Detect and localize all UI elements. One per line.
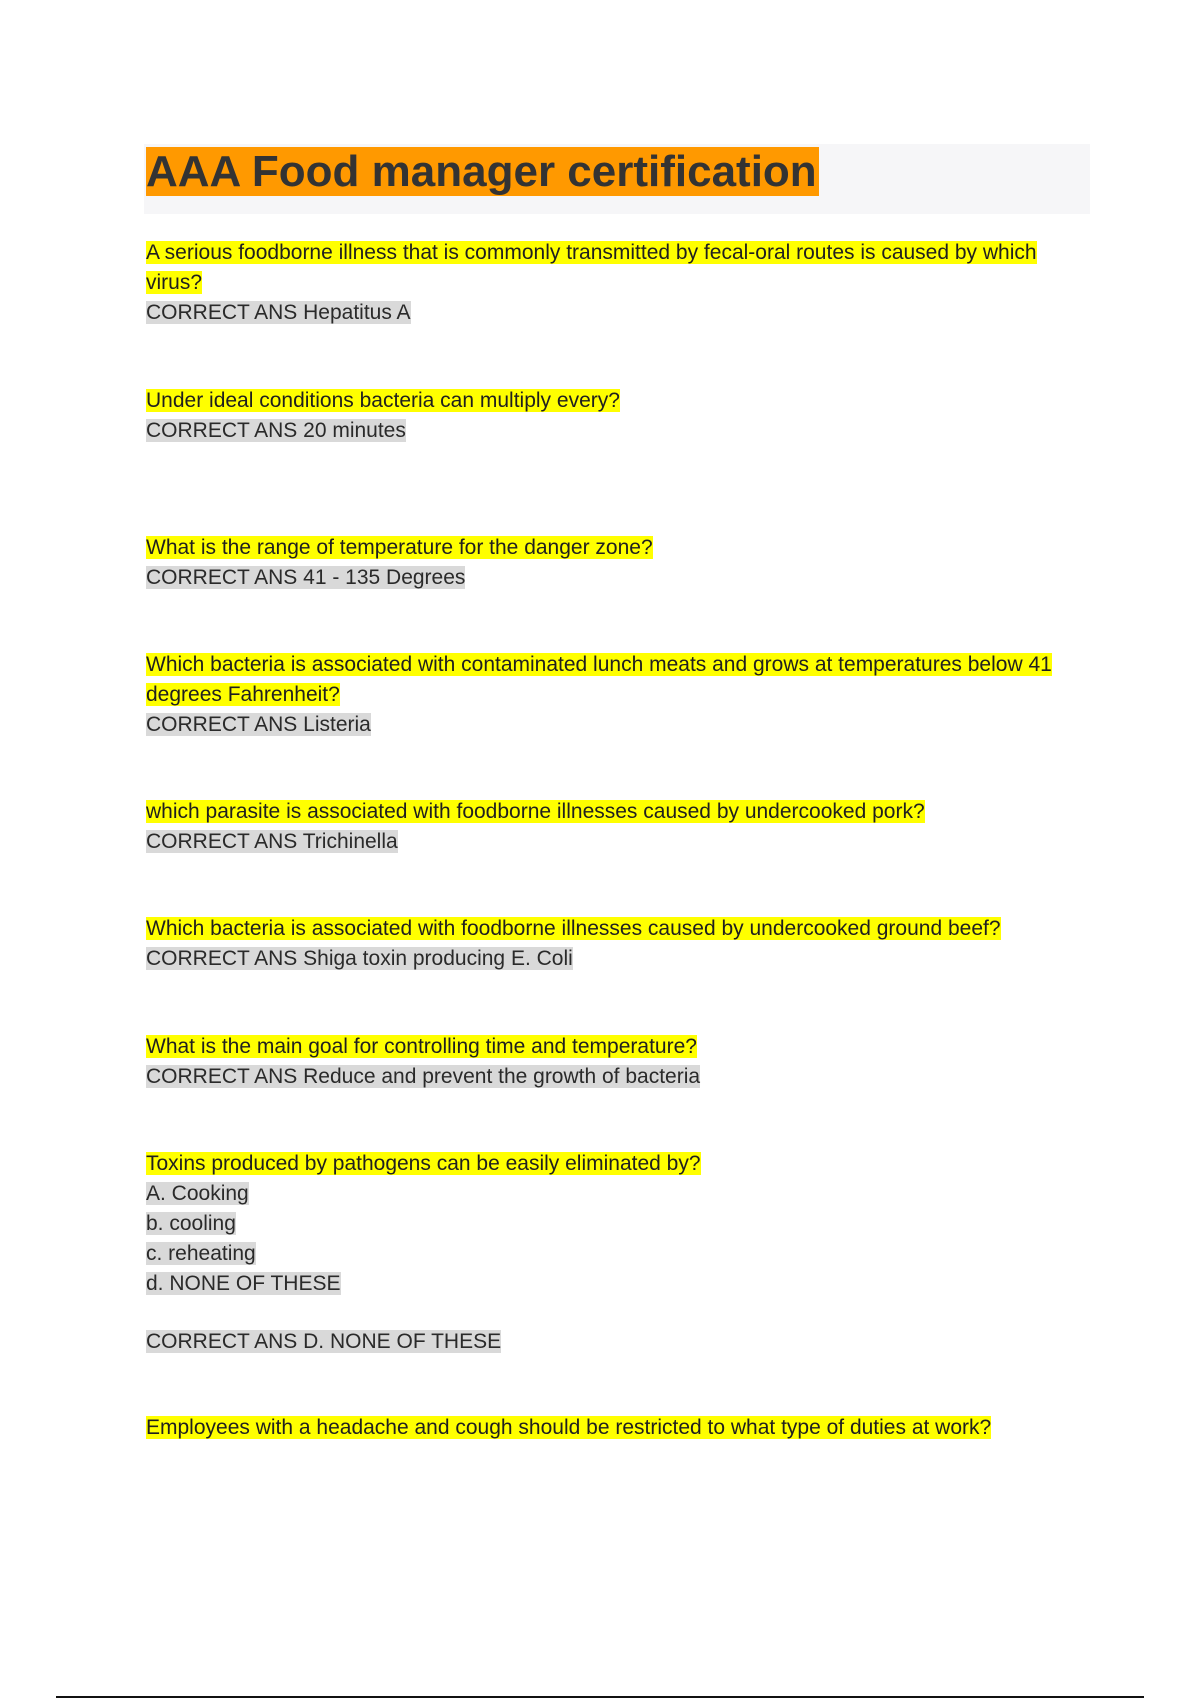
answer-text: CORRECT ANS D. NONE OF THESE xyxy=(146,1330,502,1353)
question-text: Under ideal conditions bacteria can multiply every? xyxy=(146,389,620,412)
qa-item-1 xyxy=(146,238,1092,328)
answer-text: CORRECT ANS Listeria xyxy=(146,713,371,736)
question-text: Which bacteria is associated with foodborne illnesses caused by undercooked ground beef? xyxy=(146,917,1001,940)
answer-option: d. NONE OF THESE xyxy=(146,1272,341,1295)
qa-item-6 xyxy=(146,914,1092,974)
question-text: A serious foodborne illness that is commonly transmitted by fecal-oral routes is caused by which virus? xyxy=(146,241,1037,294)
answer-option: A. Cooking xyxy=(146,1182,249,1205)
question-text: Which bacteria is associated with contaminated lunch meats and grows at temperatures below 41 degrees Fahrenheit? xyxy=(146,653,1052,706)
qa-item-8 xyxy=(146,1149,1092,1357)
answer-option: c. reheating xyxy=(146,1242,256,1265)
answer-option: b. cooling xyxy=(146,1212,236,1235)
answer-text: CORRECT ANS Trichinella xyxy=(146,830,398,853)
answer-text: CORRECT ANS Shiga toxin producing E. Coli xyxy=(146,947,573,970)
footer-divider xyxy=(56,1696,1144,1698)
qa-item-9 xyxy=(146,1413,1092,1443)
question-text: Toxins produced by pathogens can be easily eliminated by? xyxy=(146,1152,701,1175)
question-text: What is the main goal for controlling time and temperature? xyxy=(146,1035,697,1058)
question-text: What is the range of temperature for the danger zone? xyxy=(146,536,653,559)
qa-item-2 xyxy=(146,386,1092,446)
document-title: AAA Food manager certification xyxy=(146,147,817,196)
answer-text: CORRECT ANS Hepatitus A xyxy=(146,301,411,324)
question-text: which parasite is associated with foodborne illnesses caused by undercooked pork? xyxy=(146,800,925,823)
qa-item-4 xyxy=(146,650,1092,740)
qa-item-3 xyxy=(146,533,1092,593)
answer-text: CORRECT ANS 20 minutes xyxy=(146,419,406,442)
answer-text: CORRECT ANS 41 - 135 Degrees xyxy=(146,566,466,589)
spacer xyxy=(146,1299,1092,1327)
qa-item-5 xyxy=(146,797,1092,857)
qa-item-7 xyxy=(146,1032,1092,1092)
question-text: Employees with a headache and cough should be restricted to what type of duties at work? xyxy=(146,1416,992,1439)
answer-text: CORRECT ANS Reduce and prevent the growth of bacteria xyxy=(146,1065,701,1088)
